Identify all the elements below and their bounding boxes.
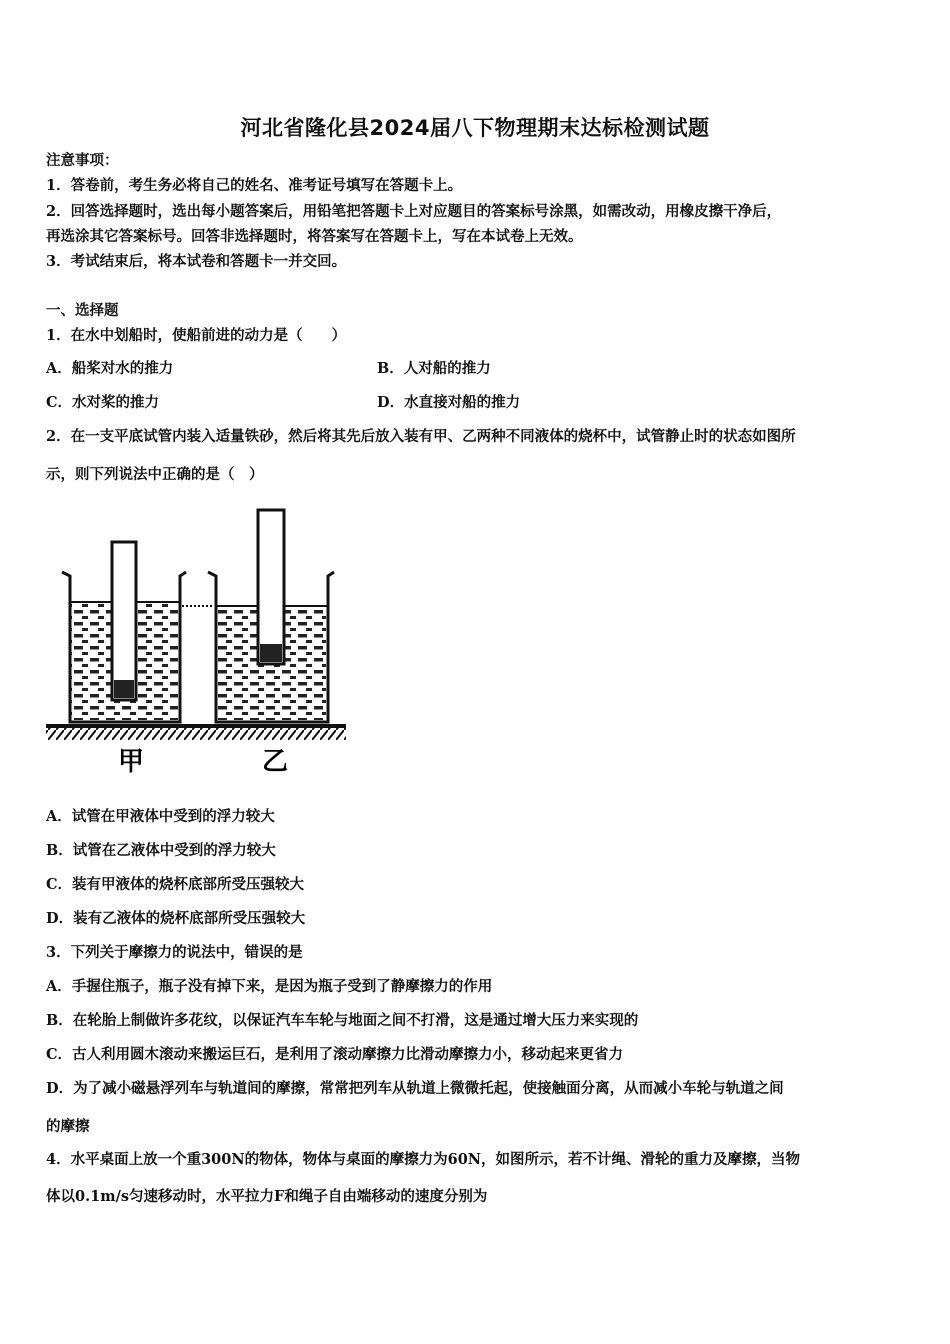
q2-stem-line1: 2．在一支平底试管内装入适量铁砂，然后将其先后放入装有甲、乙两种不同液体的烧杯中，试管静止时的状态如图所 [46, 428, 796, 445]
notice-item: 2．回答选择题时，选出每小题答案后，用铅笔把答题卡上对应题目的答案标号涂黑，如需改动，用橡皮擦干净后， [46, 203, 782, 220]
q2-option-d: D．装有乙液体的烧杯底部所受压强较大 [46, 910, 306, 927]
q1-option-a: A．船桨对水的推力 [46, 360, 174, 377]
test-tube-jia [112, 542, 136, 700]
notice-heading: 注意事项： [46, 152, 119, 169]
q2-option-a: A．试管在甲液体中受到的浮力较大 [46, 808, 275, 825]
label-jia: 甲 [118, 747, 145, 777]
q2-stem-line2: 示，则下列说法中正确的是（ ） [46, 466, 264, 483]
section-heading: 一、选择题 [46, 302, 119, 319]
q2-option-c: C．装有甲液体的烧杯底部所受压强较大 [46, 876, 305, 893]
q2-figure [40, 500, 360, 780]
notice-item: 3．考试结束后，将本试卷和答题卡一并交回。 [46, 253, 347, 270]
q1-option-b: B．人对船的推力 [377, 360, 491, 377]
q3-option-d: D．为了减小磁悬浮列车与轨道间的摩擦，常常把列车从轨道上微微托起，使接触面分离，从而减小车轮与轨道之间 [46, 1080, 784, 1097]
q4-stem-line2: 体以0.1m/s匀速移动时，水平拉力F和绳子自由端移动的速度分别为 [46, 1188, 488, 1205]
notice-item: 1．答卷前，考生务必将自己的姓名、准考证号填写在答题卡上。 [46, 177, 463, 194]
q3-option-d-cont: 的摩擦 [46, 1118, 90, 1135]
ground-line [46, 724, 346, 728]
ground-hatch [46, 728, 346, 740]
q1-option-d: D．水直接对船的推力 [377, 394, 521, 411]
page-title: 河北省隆化县2024届八下物理期末达标检测试题 [240, 116, 710, 140]
q3-option-c: C．古人利用圆木滚动来搬运巨石，是利用了滚动摩擦力比滑动摩擦力小，移动起来更省力 [46, 1046, 624, 1063]
label-yi: 乙 [262, 747, 289, 777]
test-tube-yi [258, 510, 284, 664]
q1-stem: 1．在水中划船时，使船前进的动力是（ ） [46, 327, 347, 344]
q2-option-b: B．试管在乙液体中受到的浮力较大 [46, 842, 276, 859]
q3-option-a: A．手握住瓶子，瓶子没有掉下来，是因为瓶子受到了静摩擦力的作用 [46, 978, 493, 995]
q1-option-c: C．水对桨的推力 [46, 394, 160, 411]
notice-item: 再选涂其它答案标号。回答非选择题时，将答案写在答题卡上，写在本试卷上无效。 [46, 228, 583, 245]
q3-option-b: B．在轮胎上制做许多花纹，以保证汽车车轮与地面之间不打滑，这是通过增大压力来实现的 [46, 1012, 639, 1029]
q3-stem: 3．下列关于摩擦力的说法中，错误的是 [46, 944, 303, 961]
q4-stem-line1: 4．水平桌面上放一个重300N的物体，物体与桌面的摩擦力为60N，如图所示，若不计绳、滑轮的重力及摩擦，当物 [46, 1151, 801, 1168]
